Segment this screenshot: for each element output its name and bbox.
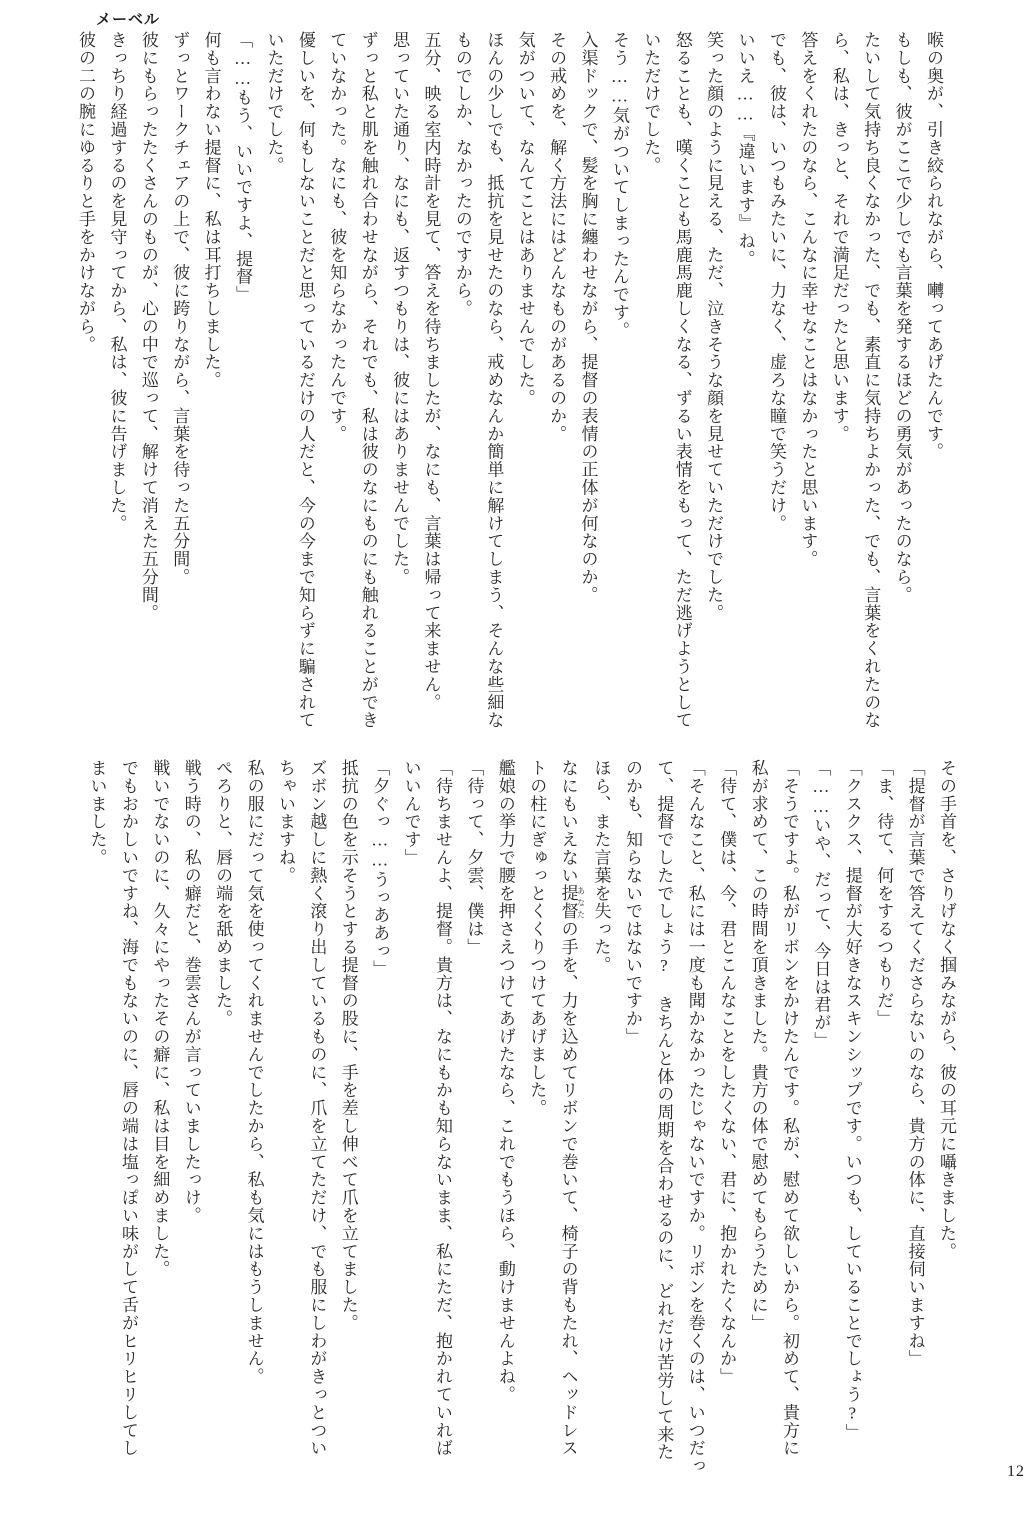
text-column: 私の服にだって気を使ってくれませんでしたから、私も気にはもうしません。 [244,759,264,1386]
text-column: 「そんなこと、私には一度も聞かなかったじゃないですか。リボンを巻くのは、いつだっ [685,759,705,1475]
text-column: 「クスクス、提督が大好きなスキンシップです。いつも、していることでしょう?」 [842,759,862,1442]
text-column: ずっと私と肌を触れ合わせながら、それでも、私は彼のなにものにも触れることができ [358,31,378,730]
text-column: 艦娘の挙力で腰を押さえつけてあげたなら、これでもうほら、動けませんよね。 [495,759,515,1404]
top-text-block [59,31,949,747]
text-column: て、提督でしたでしょう? きちんと体の周期を合わせるのに、どれだけ苦労して来た [654,759,674,1462]
text-column: 「……もう、いいですよ、提督」 [233,31,253,304]
text-column: 私が求めて、この時間を頂きました。貴方の体で慰めてもらうために」 [748,759,768,1332]
text-column: まいました。 [87,759,107,867]
text-column: そう……気がついてしまったんです。 [609,31,629,340]
text-column: 笑った顔のように見える、ただ、泣きそうな顔を見せていただけでした。 [704,31,724,622]
text-column: 「待て、僕は、今、君とこんなことをしたくない、君に、抱かれたくなんか」 [717,759,737,1386]
text-column: 戦う時の、私の癖だと、巻雲さんが言っていましたっけ。 [181,759,201,1225]
text-column: 何も言わない提督に、私は耳打ちしました。 [201,31,221,389]
text-column: 五分、映る室内時計を見て、答えを待ちましたが、なにも、言葉は帰って来ません。 [421,31,441,712]
text-column: 思っていた通り、なにも、返すつもりは、彼にはありませんでした。 [390,31,410,586]
text-column: トの柱にぎゅっとくくりつけてあげました。 [527,759,547,1117]
text-column: 「ま、待て、何をするつもりだ」 [874,759,894,1028]
text-column: ほら、また言葉を失った。 [591,759,611,974]
text-column: たいして気持ち良くなかった、でも、素直に気持ちよかった、でも、言葉をくれたのな [861,31,881,730]
text-column: ほんの少しでも、抵抗を見せたのなら、戒めなんか簡単に解けてしまう、そんな些細な [484,31,504,730]
text-column: なにもいえない提督 あなたの手を、力を込めてリボンで巻いて、椅子の背もたれ、ヘッドレス [558,759,586,1458]
text-column: ていなかった。なにも、彼を知らなかったんです。 [327,31,347,443]
text-column: 優しいを、何もしないことだと思っているだけの人だと、今の今まで知らずに騙されて [295,31,315,730]
text-column: でも、彼は、いつもみたいに、力なく、虚ろな瞳で笑うだけ。 [766,31,786,533]
text-column: 入渠ドックで、髪を胸に纏わせながら、提督の表情の正体が何なのか。 [578,31,598,604]
text-column: 「夕ぐっ……うっああっ」 [370,759,390,978]
text-column: 彼の二の腕にゆるりと手をかけながら。 [76,31,96,354]
text-column: 「そうですよ。私がリボンをかけたんです。私が、慰めて欲しいから。初めて、貴方に [779,759,799,1458]
text-column: ちゃいますね。 [275,759,295,885]
text-column: のかも、知らないではないですか」 [622,759,642,1046]
text-column: いいえ……『違います』ね。 [735,31,755,268]
text-column: 怒ることも、嘆くことも馬鹿馬鹿しくなる、ずるい表情をもって、ただ逃げようとして [672,31,692,730]
text-column: 「……いや、だって、今日は君が」 [811,759,831,1050]
page-header-title: メーベル [96,11,161,28]
text-column: その手首を、さりげなく掴みながら、彼の耳元に囁きました。 [937,759,956,1261]
text-column: 戦いでないのに、久々にやったその癖に、私は目を細めました。 [150,759,170,1279]
text-column: いただけでした。 [641,31,661,175]
text-column: 喉の奥が、引き絞られながら、囀ってあげたんです。 [924,31,943,461]
text-column: ズボン越しに熱く滾り出しているものに、爪を立てただけ、でも服にしわがきっとつい [307,759,327,1458]
text-column: いただけでした。 [264,31,284,175]
page-number: 12 [1007,1463,1025,1480]
text-column: もしも、彼がここで少しでも言葉を発するほどの勇気があったのなら。 [892,31,912,604]
text-column: でもおかしいですね、海でもないのに、唇の端は塩っぽい味がして舌がヒリヒリしてし [118,759,138,1458]
text-column: きっちり経過するのを見守ってから、私は、彼に告げました。 [107,31,127,533]
text-column: 「待って、夕雲、僕は」 [464,759,484,956]
text-column: いいんです」 [401,759,421,867]
text-column: ものでしか、なかったのですから。 [452,31,472,318]
text-column: ずっとワークチェアの上で、彼に跨りながら、言葉を待った五分間。 [170,31,190,586]
text-column: ら、私は、きっと、それで満足だったと思います。 [829,31,849,443]
bottom-text-block [87,759,962,1479]
text-column: その戒めを、解く方法にはどんなものがあるのか。 [547,31,567,443]
text-column: 彼にもらったたくさんのものが、心の中で巡って、解けて消えた五分間。 [138,31,158,622]
text-column: 「待ちませんよ、提督。貴方は、なにもかも知らないまま、私にただ、抱かれていれば [433,759,452,1458]
text-column: 「提督が言葉で答えてくださらないのなら、貴方の体に、直接伺いますね」 [905,759,925,1368]
text-column: 気がついて、なんてことはありませんでした。 [515,31,535,407]
text-column: 抵抗の色を示そうとする提督の股に、手を差し伸べて爪を立てました。 [338,759,358,1332]
text-column: 答えをくれたのなら、こんなに幸せなことはなかったと思います。 [798,31,818,568]
text-column: ぺろりと、唇の端を舐めました。 [213,759,233,1028]
